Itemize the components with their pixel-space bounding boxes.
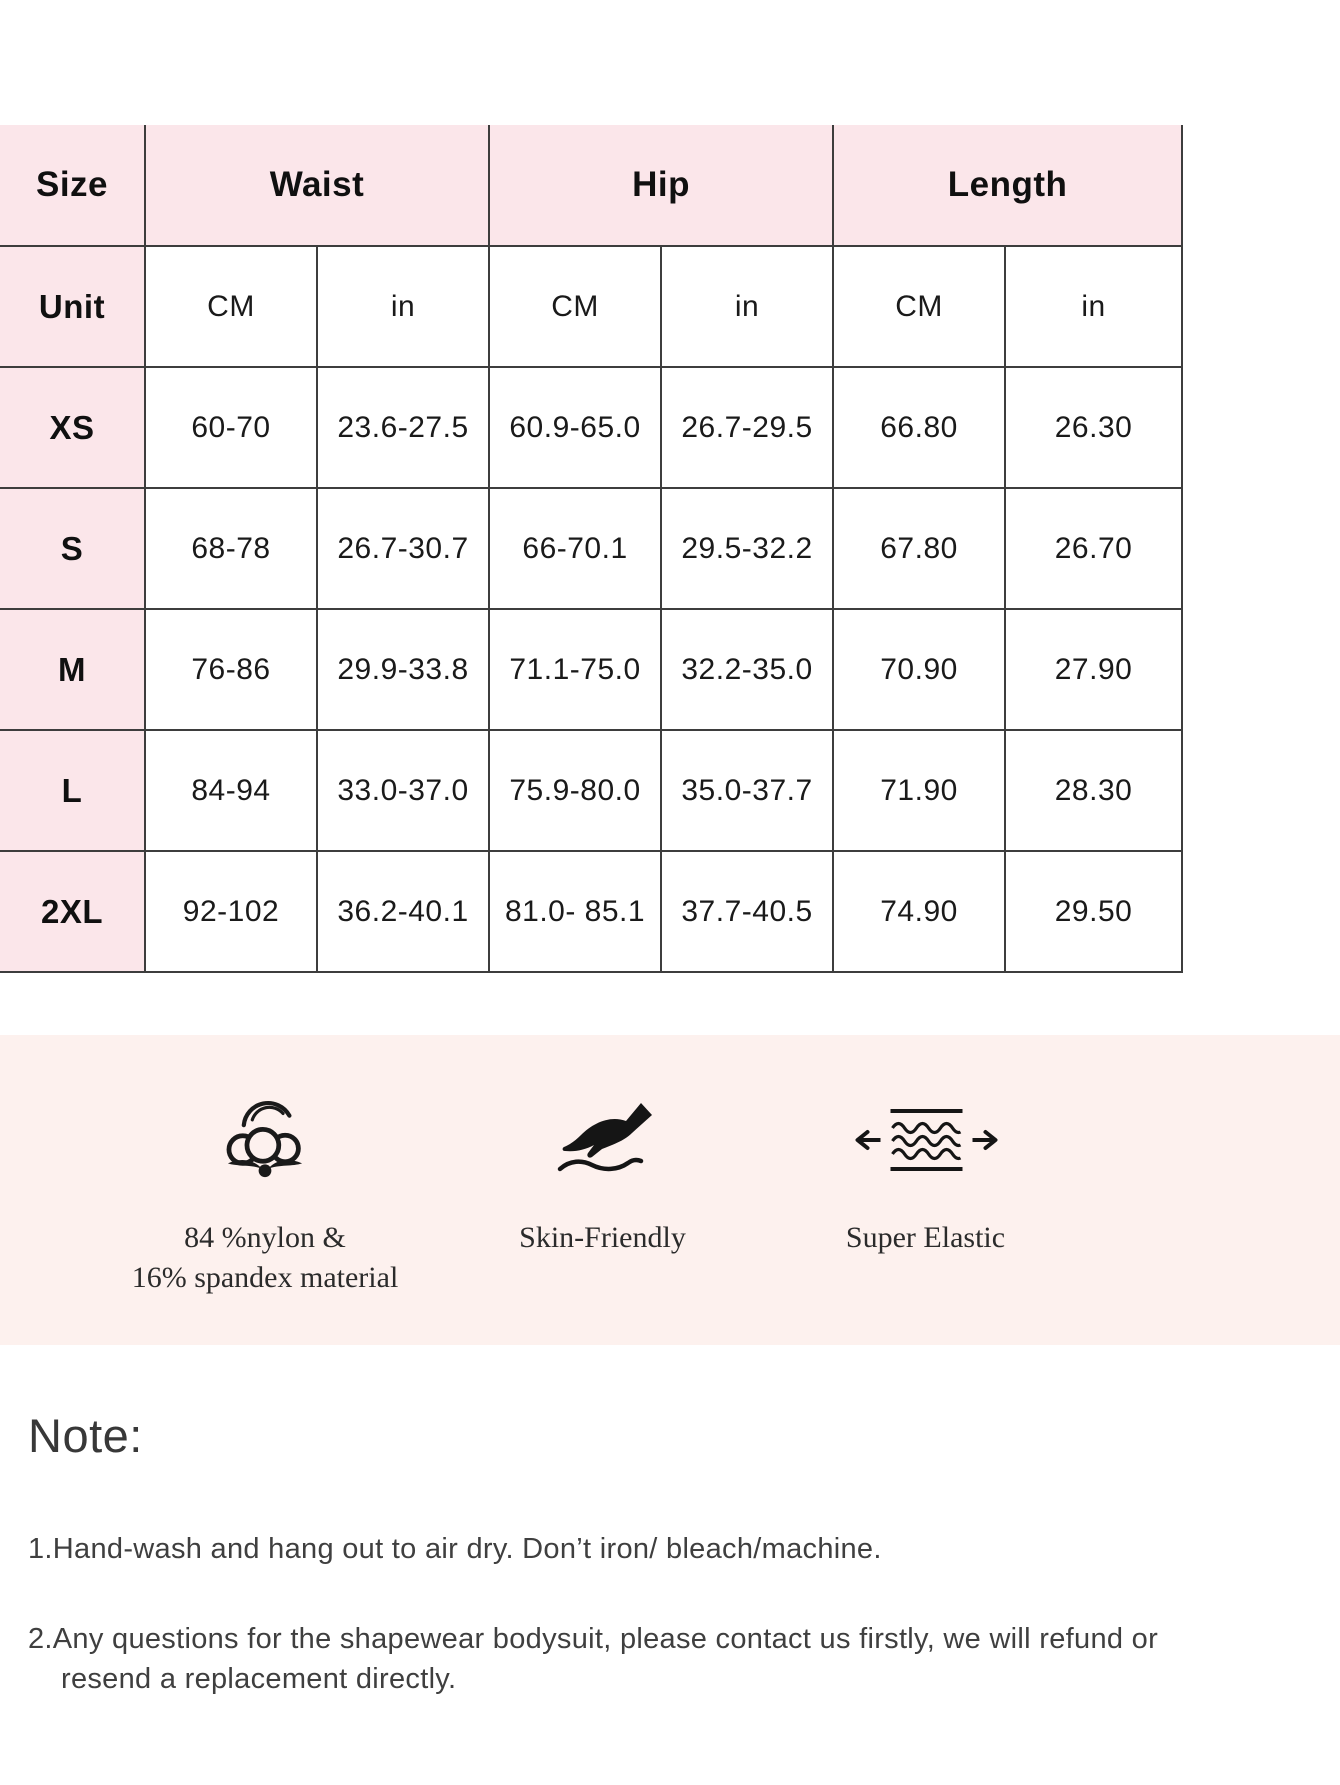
unit-cell: CM xyxy=(489,246,661,367)
table-header-row xyxy=(0,125,1182,246)
table-row-m xyxy=(0,609,1182,730)
table-cell: 67.80 xyxy=(833,488,1005,609)
table-row-l xyxy=(0,730,1182,851)
unit-cell: in xyxy=(1005,246,1182,367)
table-cell: 71.1-75.0 xyxy=(489,609,661,730)
note-item: 1.Hand-wash and hang out to air dry. Don’t iron/ bleach/machine. xyxy=(28,1533,882,1565)
table-cell: 66-70.1 xyxy=(489,488,661,609)
feature-material xyxy=(110,1080,420,1298)
table-cell: 75.9-80.0 xyxy=(489,730,661,851)
table-row-2xl xyxy=(0,851,1182,972)
table-cell: 35.0-37.7 xyxy=(661,730,833,851)
feature-skin-label: Skin-Friendly xyxy=(519,1221,686,1254)
table-cell: 70.90 xyxy=(833,609,1005,730)
unit-cell: in xyxy=(661,246,833,367)
table-cell: 33.0-37.0 xyxy=(317,730,489,851)
table-cell: 74.90 xyxy=(833,851,1005,972)
size-label: L xyxy=(0,730,145,851)
table-cell: 23.6-27.5 xyxy=(317,367,489,488)
table-cell: 28.30 xyxy=(1005,730,1182,851)
size-label: M xyxy=(0,609,145,730)
header-hip: Hip xyxy=(489,125,833,246)
unit-cell: CM xyxy=(145,246,317,367)
table-cell: 60.9-65.0 xyxy=(489,367,661,488)
table-cell: 36.2-40.1 xyxy=(317,851,489,972)
size-label: S xyxy=(0,488,145,609)
table-cell: 84-94 xyxy=(145,730,317,851)
table-cell: 27.90 xyxy=(1005,609,1182,730)
feature-material-label: 84 %nylon & 16% spandex material xyxy=(131,1221,399,1294)
table-cell: 71.90 xyxy=(833,730,1005,851)
features-band xyxy=(0,1035,1340,1345)
table-cell: 81.0- 85.1 xyxy=(489,851,661,972)
table-cell: 29.5-32.2 xyxy=(661,488,833,609)
unit-cell: CM xyxy=(833,246,1005,367)
table-row-s xyxy=(0,488,1182,609)
table-cell: 68-78 xyxy=(145,488,317,609)
header-size: Size xyxy=(0,125,145,246)
size-label: XS xyxy=(0,367,145,488)
cotton-icon xyxy=(110,1080,420,1200)
note-heading: Note: xyxy=(28,1409,143,1462)
table-cell: 37.7-40.5 xyxy=(661,851,833,972)
feature-super-elastic xyxy=(768,1080,1083,1258)
table-cell: 26.7-29.5 xyxy=(661,367,833,488)
note-item: 2.Any questions for the shapewear bodysuit, please contact us firstly, we will refund or resend a replacement directly. xyxy=(28,1623,1159,1695)
header-length: Length xyxy=(833,125,1182,246)
table-cell: 66.80 xyxy=(833,367,1005,488)
table-cell: 29.9-33.8 xyxy=(317,609,489,730)
header-waist: Waist xyxy=(145,125,489,246)
size-chart-table xyxy=(0,125,1183,973)
unit-label: Unit xyxy=(0,246,145,367)
size-label: 2XL xyxy=(0,851,145,972)
super-elastic-icon xyxy=(768,1080,1083,1200)
table-cell: 26.7-30.7 xyxy=(317,488,489,609)
unit-row xyxy=(0,246,1182,367)
table-cell: 60-70 xyxy=(145,367,317,488)
table-cell: 32.2-35.0 xyxy=(661,609,833,730)
table-row-xs xyxy=(0,367,1182,488)
feature-skin-friendly xyxy=(445,1080,760,1258)
table-cell: 92-102 xyxy=(145,851,317,972)
note-section xyxy=(28,1408,1316,1699)
table-cell: 26.30 xyxy=(1005,367,1182,488)
unit-cell: in xyxy=(317,246,489,367)
table-cell: 29.50 xyxy=(1005,851,1182,972)
table-cell: 76-86 xyxy=(145,609,317,730)
table-cell: 26.70 xyxy=(1005,488,1182,609)
feature-elastic-label: Super Elastic xyxy=(845,1221,1006,1254)
skin-friendly-icon xyxy=(445,1080,760,1200)
